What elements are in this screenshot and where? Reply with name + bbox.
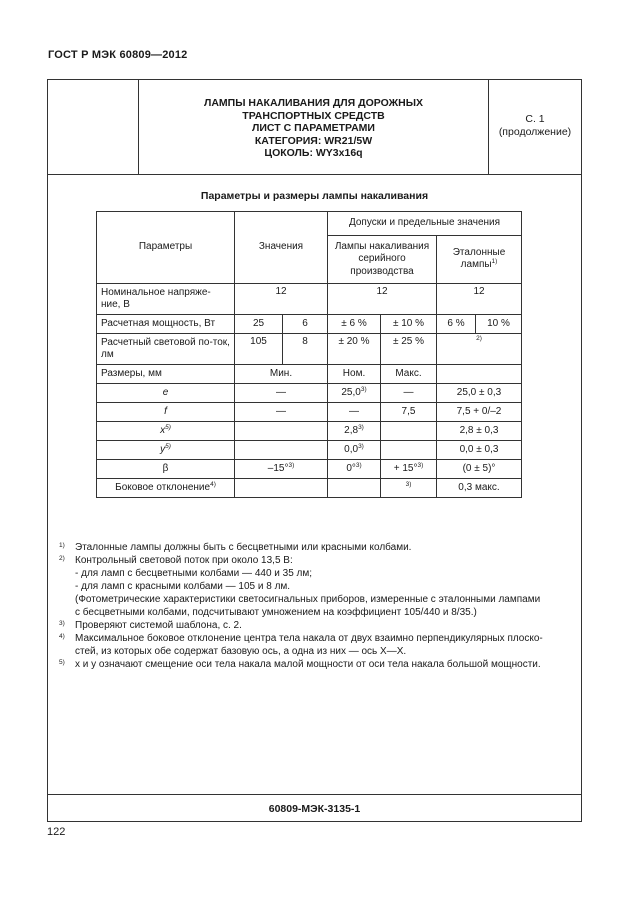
cell-x-max bbox=[381, 422, 437, 441]
cell-flux-s1: ± 20 % bbox=[328, 334, 381, 365]
cell-flux-v1: 105 bbox=[235, 334, 283, 365]
table-row bbox=[97, 365, 522, 384]
sheet-label: С. 1 bbox=[525, 113, 545, 125]
parameters-table bbox=[96, 211, 522, 498]
cell-power-s1: ± 6 % bbox=[328, 315, 381, 334]
footnote-line: - для ламп с бесцветными колбами — 440 и 35 лм; bbox=[75, 568, 313, 579]
cell-x-min bbox=[235, 422, 328, 441]
header-title-line-2: ТРАНСПОРТНЫХ СРЕДСТВ bbox=[242, 109, 385, 122]
header-tolerances: Допуски и предельные значения bbox=[328, 212, 522, 236]
table-row bbox=[97, 384, 522, 403]
sheet-header bbox=[48, 80, 581, 175]
table-row bbox=[97, 441, 522, 460]
cell-voltage-serial: 12 bbox=[328, 284, 437, 315]
header-title-line-3: ЛИСТ С ПАРАМЕТРАМИ bbox=[252, 122, 375, 134]
cell-flux-v2: 8 bbox=[283, 334, 328, 365]
row-symbol-y: $y^{5)}$ bbox=[97, 441, 235, 460]
footnote-line: стей, из которых обе содержат базовую ось, а одна из них — ось X—X. bbox=[75, 646, 407, 657]
cell-flux-reference: 2) bbox=[437, 334, 522, 365]
footnote-line: - для ламп с красными колбами — 105 и 8 лм. bbox=[75, 581, 291, 592]
footnote-line: x и y означают смещение оси тела накала малой мощности от оси тела накала большой мощности. bbox=[75, 659, 541, 670]
cell-lateral-nom bbox=[328, 479, 381, 498]
cell-beta-min: –15°$^{3)}$ bbox=[235, 460, 328, 479]
cell-f-min: — bbox=[235, 403, 328, 422]
table-row bbox=[97, 479, 522, 498]
footnote-line: (Фотометрические характеристики светосигнальных приборов, измеренные с эталонными лампами bbox=[75, 594, 541, 605]
row-label-power: Расчетная мощность, Вт bbox=[97, 315, 235, 334]
standard-id: ГОСТ Р МЭК 60809—2012 bbox=[48, 49, 188, 61]
header-title-line-5: ЦОКОЛЬ: WY3x16q bbox=[264, 147, 363, 159]
header-title-line-1: ЛАМПЫ НАКАЛИВАНИЯ ДЛЯ ДОРОЖНЫХ bbox=[203, 97, 424, 109]
header-reference-lamps: Эталонные лампы$^{1)}$ bbox=[437, 235, 522, 283]
footnote-mark: 2) bbox=[59, 555, 65, 562]
header-left-cell bbox=[48, 80, 139, 174]
cell-beta-max: + 15°$^{3)}$ bbox=[381, 460, 437, 479]
table-row bbox=[97, 315, 522, 334]
footnote-line: Проверяют системой шаблона, с. 2. bbox=[75, 620, 242, 631]
cell-y-max bbox=[381, 441, 437, 460]
table-row bbox=[97, 403, 522, 422]
cell-f-max: 7,5 bbox=[381, 403, 437, 422]
header-serial-lamps: Лампы накаливания серийного производства bbox=[328, 235, 437, 283]
cell-y-min bbox=[235, 441, 328, 460]
header-title-cell bbox=[139, 80, 489, 174]
row-label-flux: Расчетный световой по-ток, лм bbox=[97, 334, 235, 365]
footnote-line: Максимальное боковое отклонение центра тела накала от двух взаимно перпендикулярных плоско- bbox=[75, 633, 543, 644]
sheet-footer bbox=[48, 794, 581, 822]
header-title-line-4: КАТЕГОРИЯ: WR21/5W bbox=[254, 134, 373, 147]
cell-x-reference: 2,8 ± 0,3 bbox=[437, 422, 522, 441]
cell-dims-min: Мин. bbox=[235, 365, 328, 384]
cell-power-r1: 6 % bbox=[437, 315, 476, 334]
row-label-dimensions: Размеры, мм bbox=[97, 365, 235, 384]
row-symbol-x: $x^{5)}$ bbox=[97, 422, 235, 441]
cell-e-max: — bbox=[381, 384, 437, 403]
cell-y-reference: 0,0 ± 0,3 bbox=[437, 441, 522, 460]
cell-power-s2: ± 10 % bbox=[381, 315, 437, 334]
cell-lateral-max: 3) bbox=[381, 479, 437, 498]
table-row bbox=[97, 284, 522, 315]
table-row bbox=[97, 422, 522, 441]
cell-power-v1: 25 bbox=[235, 315, 283, 334]
page-number: 122 bbox=[47, 826, 66, 838]
cell-e-nom: 25,0$^{3)}$ bbox=[328, 384, 381, 403]
sheet-code: 60809-МЭК-3135-1 bbox=[268, 803, 361, 815]
footnote-3 bbox=[59, 619, 574, 632]
footnote-mark: 3) bbox=[59, 620, 65, 627]
cell-e-reference: 25,0 ± 0,3 bbox=[437, 384, 522, 403]
cell-f-reference: 7,5 + 0/–2 bbox=[437, 403, 522, 422]
sheet-frame bbox=[47, 79, 582, 822]
cell-f-nom: — bbox=[328, 403, 381, 422]
row-symbol-beta: β bbox=[97, 460, 235, 479]
row-label-lateral: Боковое отклонение$^{4)}$ bbox=[97, 479, 235, 498]
footnotes bbox=[59, 541, 574, 671]
cell-y-nom: 0,0$^{3)}$ bbox=[328, 441, 381, 460]
cell-e-min: — bbox=[235, 384, 328, 403]
table-row bbox=[97, 334, 522, 365]
cell-power-v2: 6 bbox=[283, 315, 328, 334]
cell-dims-reference bbox=[437, 365, 522, 384]
row-label-voltage: Номинальное напряже-ние, В bbox=[97, 284, 235, 315]
footnote-line: Эталонные лампы должны быть с бесцветными или красными колбами. bbox=[75, 542, 412, 553]
header-sheet-cell bbox=[489, 80, 581, 174]
cell-lateral-reference: 0,3 макс. bbox=[437, 479, 522, 498]
cell-beta-nom: 0°$^{3)}$ bbox=[328, 460, 381, 479]
cell-flux-s2: ± 25 % bbox=[381, 334, 437, 365]
cell-lateral-min bbox=[235, 479, 328, 498]
footnote-line: с бесцветными колбами, подсчитывают умножением на коэффициент 105/440 и 8/35.) bbox=[75, 607, 477, 618]
cell-power-r2: 10 % bbox=[476, 315, 522, 334]
footnote-5 bbox=[59, 658, 574, 671]
footnote-line: Контрольный световой поток при около 13,5 В: bbox=[75, 555, 293, 566]
sheet-status: (продолжение) bbox=[498, 126, 572, 138]
footnote-4 bbox=[59, 632, 574, 658]
cell-dims-nom: Ном. bbox=[328, 365, 381, 384]
table-row bbox=[97, 212, 522, 236]
header-values: Значения bbox=[235, 212, 328, 284]
cell-beta-reference: (0 ± 5)° bbox=[437, 460, 522, 479]
cell-voltage-value: 12 bbox=[235, 284, 328, 315]
table-caption: Параметры и размеры лампы накаливания bbox=[200, 190, 429, 202]
cell-voltage-reference: 12 bbox=[437, 284, 522, 315]
footnote-1 bbox=[59, 541, 574, 554]
footnote-mark: 1) bbox=[59, 542, 65, 549]
cell-dims-max: Макс. bbox=[381, 365, 437, 384]
cell-x-nom: 2,8$^{3)}$ bbox=[328, 422, 381, 441]
footnote-mark: 4) bbox=[59, 633, 65, 640]
footnote-2 bbox=[59, 554, 574, 619]
row-symbol-e: e bbox=[97, 384, 235, 403]
table-row bbox=[97, 460, 522, 479]
header-parameters: Параметры bbox=[97, 212, 235, 284]
row-symbol-f: f bbox=[97, 403, 235, 422]
footnote-mark: 5) bbox=[59, 659, 65, 666]
